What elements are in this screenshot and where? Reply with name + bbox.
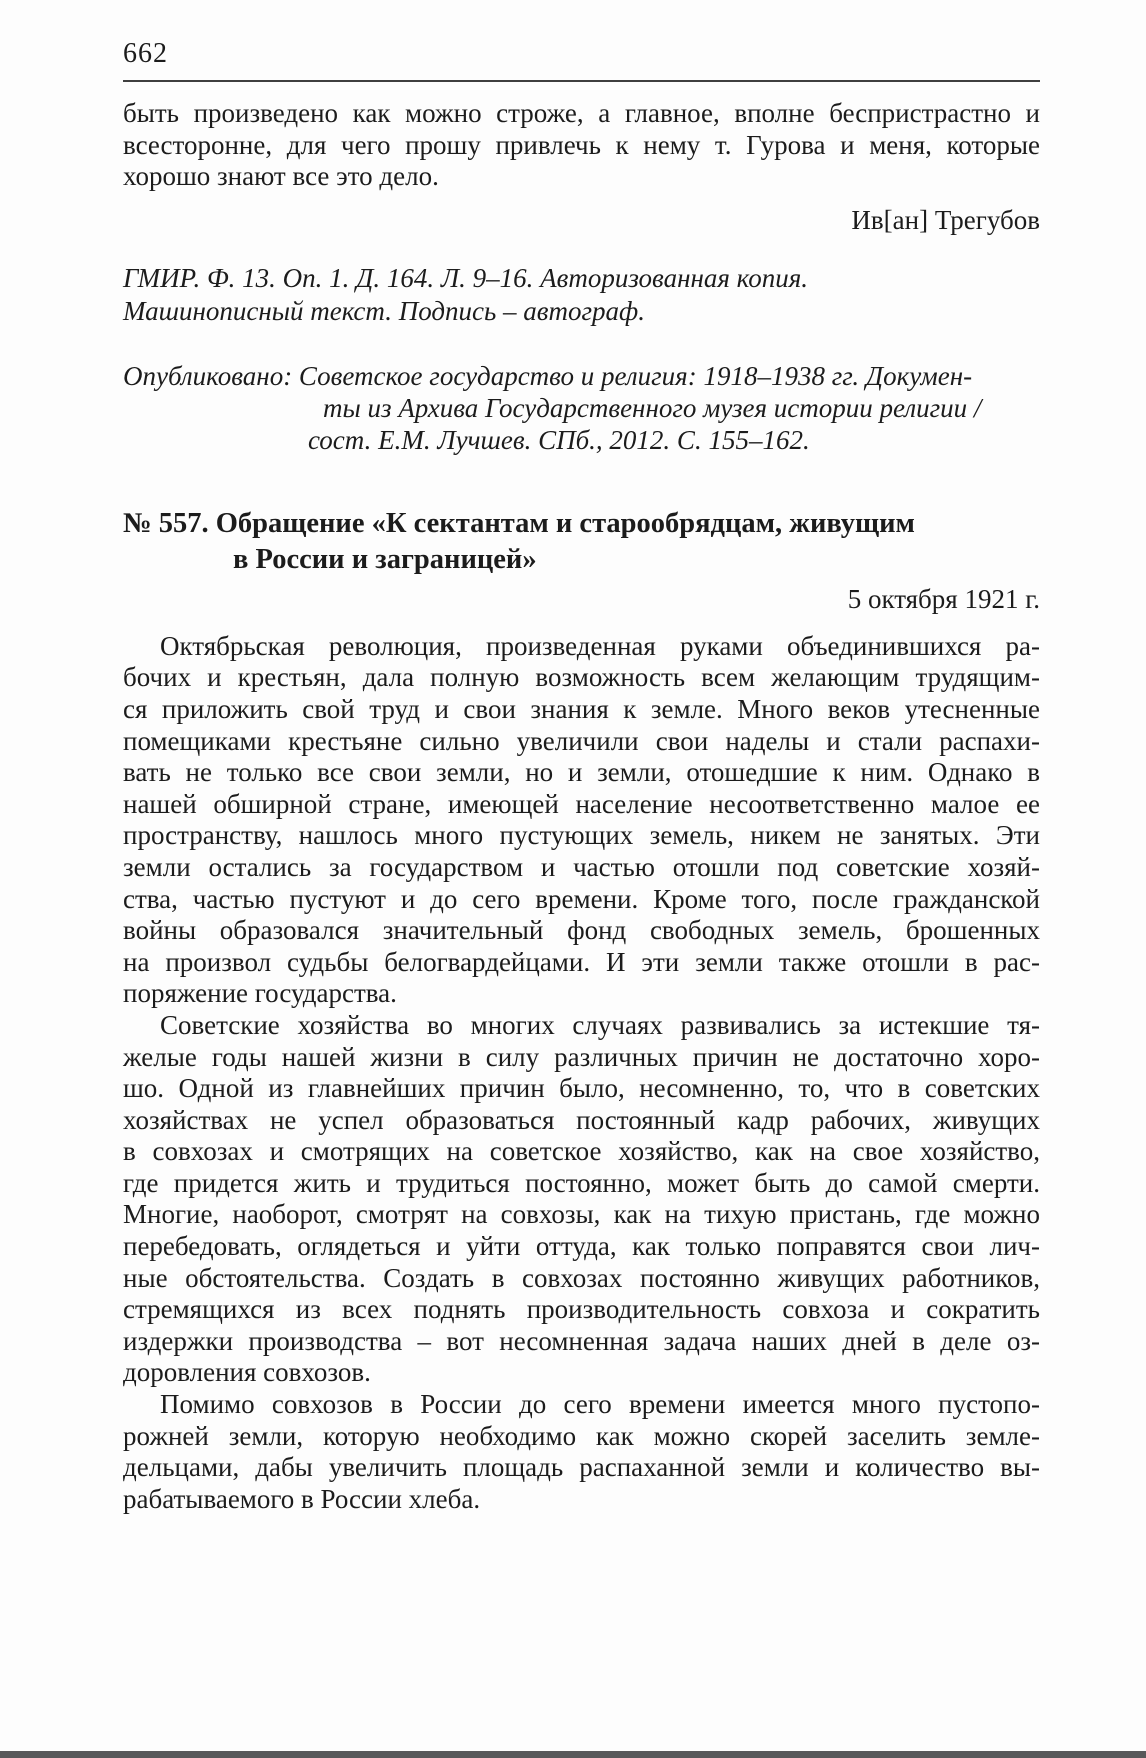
- paragraph: [123, 1389, 1040, 1515]
- text-line: нашей обширной стране, имеющей население несоответственно малое ее: [123, 788, 1040, 819]
- text-line: где придется жить и трудиться постоянно, может быть до самой смерти.: [123, 1167, 1040, 1198]
- document-heading-line: № 557. Обращение «К сектантам и старообрядцам, живущим: [123, 507, 915, 539]
- document-date: 5 октября 1921 г.: [847, 583, 1040, 614]
- text-line: рабатываемого в России хлеба.: [123, 1483, 481, 1514]
- page-bottom-edge: [0, 1751, 1146, 1758]
- text-line: помещиками крестьяне сильно увеличили свои наделы и стали распахи-: [123, 725, 1040, 756]
- document-body: [123, 631, 1040, 1516]
- document-heading: [123, 506, 1040, 578]
- text-line: на произвол судьбы белогвардейцами. И эти земли также отошли в рас-: [123, 946, 1040, 977]
- text-line: ные обстоятельства. Создать в совхозах постоянно живущих работников,: [123, 1262, 1040, 1293]
- text-line: перебедовать, оглядеться и уйти оттуда, как только поправятся свои лич-: [123, 1231, 1040, 1262]
- text-line: бочих и крестьян, дала полную возможность всем желающим трудящим-: [123, 662, 1040, 693]
- archival-reference: [123, 262, 1040, 328]
- text-line: хозяйствах не успел образоваться постоянный кадр рабочих, живущих: [123, 1104, 1040, 1135]
- text-line: Октябрьская революция, произведенная руками объединившихся ра-: [160, 630, 1040, 661]
- text-line: хорошо знают все это дело.: [123, 161, 439, 192]
- page-number: 662: [123, 38, 168, 69]
- publication-reference: [123, 360, 1040, 456]
- paragraph: [123, 1010, 1040, 1389]
- document-heading-line: в России и заграницей»: [233, 543, 537, 575]
- text-line: вать не только все свои земли, но и земли, отошедшие к ним. Однако в: [123, 757, 1040, 788]
- text-line: поряжение государства.: [123, 978, 397, 1009]
- text-line: пространству, нашлось много пустующих земель, никем не занятых. Эти: [123, 820, 1040, 851]
- text-line: Многие, наоборот, смотрят на совхозы, как на тихую пристань, где можно: [123, 1199, 1040, 1230]
- publication-reference-line: ты из Архива Государственного музея истории религии /: [323, 392, 982, 423]
- paragraph: [123, 631, 1040, 1010]
- archival-reference-line: Машинописный текст. Подпись – автограф.: [123, 295, 645, 326]
- text-line: издержки производства – вот несомненная задача наших дней в деле оз-: [123, 1325, 1040, 1356]
- text-line: шо. Одной из главнейших причин было, несомненно, то, что в советских: [123, 1073, 1040, 1104]
- signature: Ив[ан] Трегубов: [851, 204, 1040, 235]
- text-line: всесторонне, для чего прошу привлечь к нему т. Гурова и меня, которые: [123, 129, 1040, 160]
- text-line: войны образовался значительный фонд свободных земель, брошенных: [123, 915, 1040, 946]
- text-line: желые годы нашей жизни в силу различных причин не достаточно хоро-: [123, 1041, 1040, 1072]
- previous-document-text: [123, 98, 1040, 193]
- text-line: Советские хозяйства во многих случаях развивались за истекшие тя-: [160, 1009, 1040, 1040]
- text-line: ся приложить свой труд и свои знания к земле. Много веков утесненные: [123, 693, 1040, 724]
- text-line: ства, частью пустуют и до сего времени. Кроме того, после гражданской: [123, 883, 1040, 914]
- text-line: доровления совхозов.: [123, 1357, 371, 1388]
- text-line: в совхозах и смотрящих на советское хозяйство, как на свое хозяйство,: [123, 1136, 1040, 1167]
- text-line: стремящихся из всех поднять производительность совхоза и сократить: [123, 1294, 1040, 1325]
- text-line: рожней земли, которую необходимо как можно скорей заселить земле-: [123, 1420, 1040, 1451]
- text-line: земли остались за государством и частью отошли под советские хозяй-: [123, 851, 1040, 882]
- archival-reference-line: ГМИР. Ф. 13. Оп. 1. Д. 164. Л. 9–16. Авторизованная копия.: [123, 262, 809, 293]
- text-line: быть произведено как можно строже, а главное, вполне беспристрастно и: [123, 98, 1040, 128]
- publication-reference-line: сост. Е.М. Лучшев. СПб., 2012. С. 155–162.: [308, 424, 810, 455]
- publication-reference-line: Опубликовано: Советское государство и религия: 1918–1938 гг. Докумен-: [123, 360, 973, 391]
- text-line: дельцами, дабы увеличить площадь распаханной земли и количество вы-: [123, 1452, 1040, 1483]
- text-line: Помимо совхозов в России до сего времени имеется много пустопо-: [160, 1389, 1040, 1420]
- page-content: [123, 0, 1040, 1515]
- header-rule: [123, 80, 1040, 82]
